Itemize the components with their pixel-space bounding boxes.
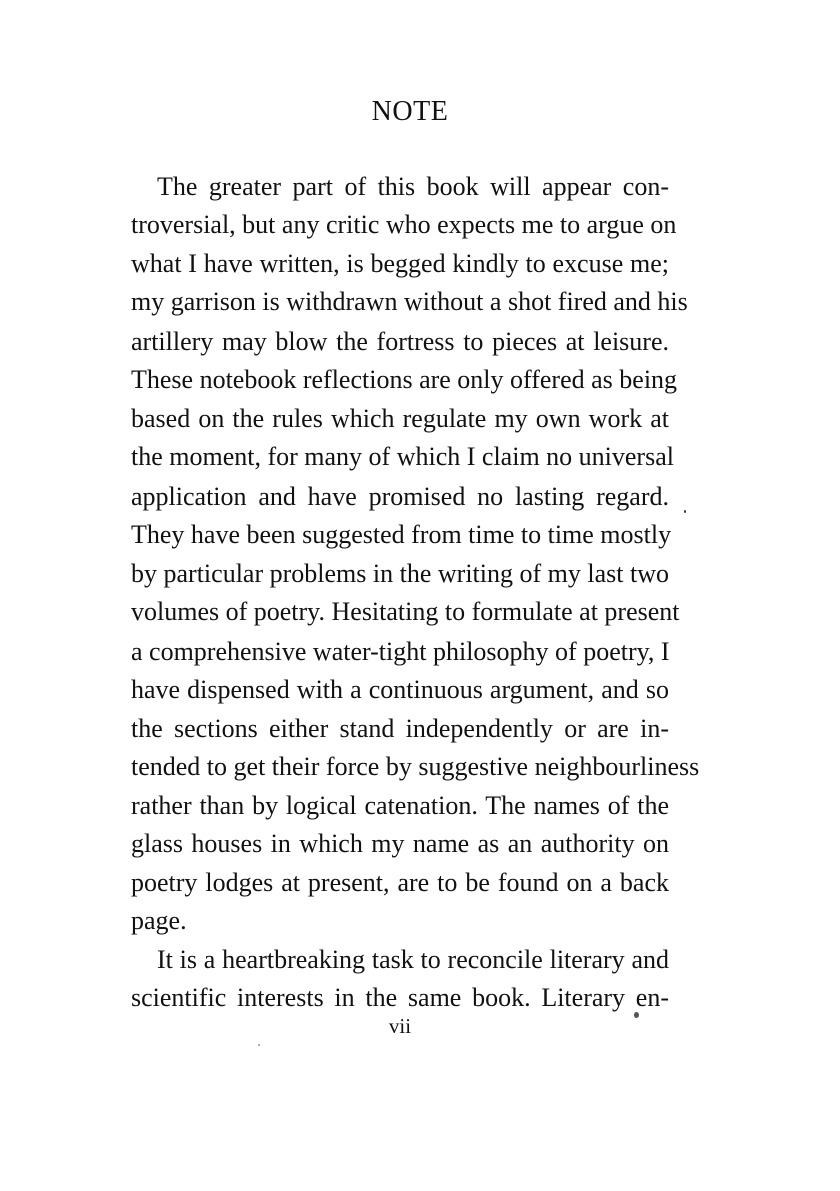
text-line: what I have written, is begged kindly to excuse me; bbox=[131, 249, 669, 278]
scan-speck bbox=[684, 510, 686, 513]
text-line: volumes of poetry. Hesitating to formulate at present bbox=[131, 597, 680, 626]
text-line: troversial, but any critic who expects me to argue on bbox=[131, 210, 677, 239]
page-number: vii bbox=[388, 1014, 412, 1038]
text-line: scientific interests in the same book. Literary en- bbox=[131, 983, 669, 1012]
text-line: my garrison is withdrawn without a shot fired and his bbox=[131, 287, 688, 316]
text-line: glass houses in which my name as an authority on bbox=[131, 829, 669, 858]
text-line: The greater part of this book will appear con- bbox=[157, 172, 669, 201]
text-line: the sections either stand independently or are in- bbox=[131, 714, 669, 743]
scan-speck bbox=[258, 1044, 260, 1046]
scan-speck bbox=[634, 1012, 639, 1018]
text-line: by particular problems in the writing of my last two bbox=[131, 559, 669, 588]
text-line: These notebook reflections are only offered as being bbox=[131, 365, 678, 394]
text-line: poetry lodges at present, are to be found on a back bbox=[131, 868, 669, 897]
text-line: the moment, for many of which I claim no universal bbox=[131, 442, 674, 471]
text-line: based on the rules which regulate my own work at bbox=[131, 404, 669, 433]
page-heading: NOTE bbox=[371, 96, 449, 127]
text-line: page. bbox=[131, 906, 187, 935]
text-line: artillery may blow the fortress to pieces at leisure. bbox=[131, 327, 669, 356]
text-line: tended to get their force by suggestive neighbourliness bbox=[131, 752, 700, 781]
text-line: It is a heartbreaking task to reconcile literary and bbox=[157, 945, 669, 974]
text-line: rather than by logical catenation. The names of the bbox=[131, 791, 669, 820]
text-line: application and have promised no lasting regard. bbox=[131, 482, 669, 511]
text-line: a comprehensive water-tight philosophy of poetry, I bbox=[131, 637, 670, 666]
text-line: They have been suggested from time to time mostly bbox=[131, 520, 672, 549]
text-line: have dispensed with a continuous argument, and so bbox=[131, 675, 669, 704]
